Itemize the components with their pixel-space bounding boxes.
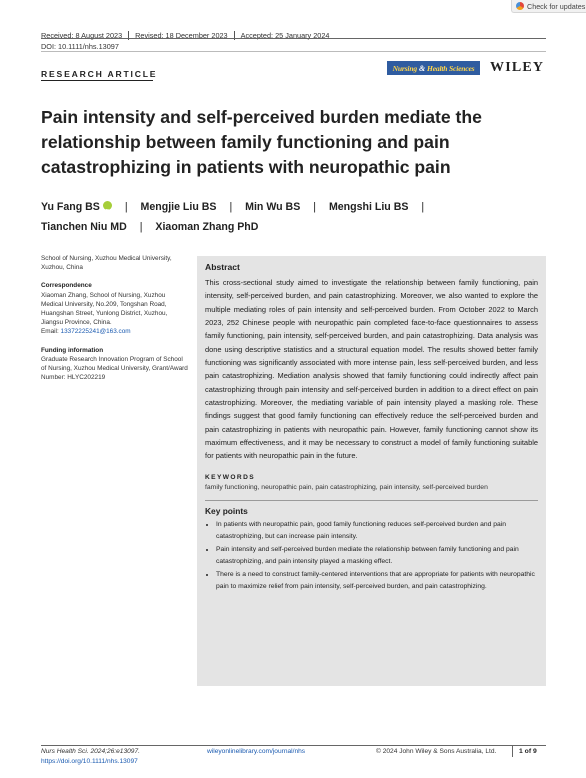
journal-logo[interactable] bbox=[387, 61, 480, 75]
author-list bbox=[41, 197, 546, 237]
funding-block bbox=[41, 346, 189, 383]
key-points-list bbox=[205, 519, 538, 593]
keypoints-rule bbox=[205, 500, 538, 501]
correspondence-heading: Correspondence bbox=[41, 282, 92, 290]
keywords-text: family functioning, neuropathic pain, pain catastrophizing, pain intensity, self-perceived burden bbox=[205, 483, 488, 491]
author[interactable]: Min Wu BS bbox=[245, 201, 301, 213]
funding-heading: Funding information bbox=[41, 346, 104, 354]
author-separator: | bbox=[139, 221, 143, 233]
key-point: • In patients with neuropathic pain, good family functioning reduces self-perceived burden and pain catastrophizing, but can increase pain intensity. bbox=[216, 519, 538, 543]
author-separator: | bbox=[313, 201, 316, 213]
check-for-updates-badge[interactable] bbox=[511, 0, 586, 13]
article-info-column bbox=[41, 254, 189, 391]
author-separator: | bbox=[229, 201, 233, 213]
footer-doi-link[interactable]: https://doi.org/10.1111/nhs.13097 bbox=[41, 758, 138, 765]
author-separator: | bbox=[124, 201, 128, 213]
key-point: • Pain intensity and self-perceived burden mediate the relationship between family functioning and pain catastrophizing, and pain intensity played a masking effect. bbox=[216, 544, 538, 568]
correspondence-block bbox=[41, 281, 189, 336]
abstract-heading: Abstract bbox=[205, 262, 240, 272]
doi: DOI: 10.1111/nhs.13097 bbox=[41, 42, 119, 51]
crossmark-icon bbox=[516, 2, 524, 10]
received-date: Received: 8 August 2023 bbox=[41, 31, 123, 40]
author[interactable]: Mengshi Liu BS bbox=[328, 201, 409, 213]
key-point: • There is a need to construct family-centered interventions that are appropriate for patients with neuropathic pain to maximize relief from pain intensity, self-perceived burden, and pain catastrophizing. bbox=[216, 569, 538, 593]
article-title: Pain intensity and self-perceived burden mediate the relationship between family functioning and pain catastrophizing in patients with neuropathic pain bbox=[41, 107, 482, 177]
journal-logo-word1: Nursing bbox=[392, 63, 417, 73]
author-line-2 bbox=[41, 217, 546, 237]
orcid-icon[interactable] bbox=[103, 201, 112, 210]
key-points-heading: Key points bbox=[205, 505, 248, 516]
abstract-panel bbox=[197, 256, 546, 686]
footer-rule bbox=[41, 745, 546, 746]
footer-journal-link[interactable]: wileyonlinelibrary.com/journal/nhs bbox=[207, 748, 306, 755]
footer-copyright: © 2024 John Wiley & Sons Australia, Ltd. bbox=[376, 748, 497, 755]
article-type: RESEARCH ARTICLE bbox=[41, 69, 158, 79]
author[interactable]: Yu Fang BS bbox=[41, 201, 100, 213]
journal-logo-amp: & bbox=[418, 63, 425, 73]
author[interactable]: Tianchen Niu MD bbox=[41, 221, 127, 233]
correspondence-text: Xiaoman Zhang, School of Nursing, Xuzhou Medical University, No.209, Tongshan Road, Huangshan Street, Yunlong District, Xuzhou, Jiangsu Province, China. bbox=[41, 291, 168, 327]
footer-citation: Nurs Health Sci. 2024;26:e13097. bbox=[41, 748, 140, 755]
page-number: 1 of 9 bbox=[512, 746, 537, 757]
keywords-heading: KEYWORDS bbox=[205, 473, 256, 481]
author-separator: | bbox=[421, 201, 425, 213]
header-rule bbox=[41, 38, 546, 39]
article-type-underline bbox=[41, 80, 153, 81]
journal-logo-word2: Health Sciences bbox=[426, 63, 475, 73]
revised-date: Revised: 18 December 2023 bbox=[135, 31, 228, 40]
funding-text: Graduate Research Innovation Program of School of Nursing, Xuzhou Medical University, Grant/Award Number: HLYC202219 bbox=[41, 355, 188, 382]
email-link[interactable]: 13372225241@163.com bbox=[60, 328, 131, 336]
abstract-text: This cross-sectional study aimed to investigate the relationship between family functioning, pain intensity, self-perceived burden, and pain catastrophizing. Moreover, we also wanted to explore the multiple mediating roles of pain intensity and self-perceived burden. From October 2022 to March 2023, 252 Chinese people with neuropathic pain completed face-to-face questionnaires to assess family functioning, pain intensity, self-perceived burden, and pain catastrophizing. Data analysis was done using descriptive statistics and a structural equation model. The results showed better family functioning was significantly associated with more intense pain, less self-perceived burden, and less pain catastrophizing. Mediation analysis showed that family functioning could indirectly affect pain catastrophizing through pain intensity and self-perceived burden in addition to a direct effect on pain catastrophizing. Moreover, the mediating variable of pain intensity played a masking role. These findings suggest that good family functioning can effectively reduce the self-perceived burden and pain catastrophizing in patients with neuropathic pain. However, family functioning cannot show its maximum effectiveness, and it may be necessary to construct a model of family functioning suitable for patients with neuropathic pain in the future. bbox=[205, 278, 538, 461]
email-line bbox=[41, 327, 189, 336]
accepted-date: Accepted: 25 January 2024 bbox=[240, 31, 330, 40]
author[interactable]: Mengjie Liu BS bbox=[140, 201, 217, 213]
author[interactable]: Xiaoman Zhang PhD bbox=[155, 221, 259, 233]
email-label: Email: bbox=[41, 328, 61, 336]
author-line-1 bbox=[41, 197, 546, 217]
check-for-updates-label: Check for updates bbox=[527, 1, 586, 11]
affiliation: School of Nursing, Xuzhou Medical University, Xuzhou, China bbox=[41, 255, 172, 272]
doi-rule bbox=[41, 51, 546, 52]
publisher-logo[interactable]: WILEY bbox=[490, 60, 545, 75]
